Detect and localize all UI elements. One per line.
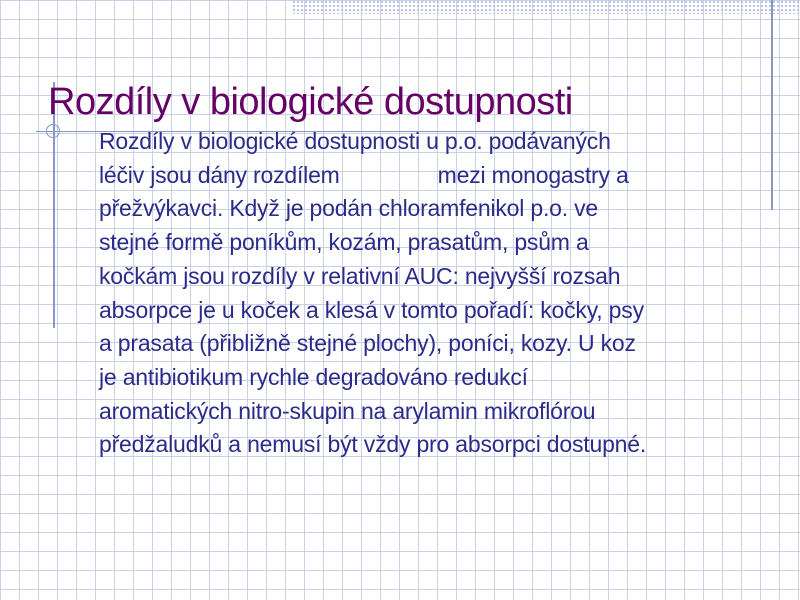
circle-bullet-icon [46,124,60,138]
decorative-right-rule [771,0,773,210]
body-line: aromatických nitro-skupin na arylamin mikroflórou [99,397,596,424]
body-line: je antibiotikum rychle degradováno redukcí [99,363,528,390]
body-line-segment: léčiv jsou dány rozdílem [99,161,340,188]
slide-title: Rozdíly v biologické dostupnosti [48,81,573,123]
decorative-dotted-band [292,0,800,14]
body-line: a prasata (přibližně stejné plochy), poníci, kozy. U koz [99,330,636,357]
body-line [99,159,729,193]
body-line: kočkám jsou rozdíly v relativní AUC: nejvyšší rozsah [99,262,621,289]
body-line-segment: mezi monogastry a [437,161,629,188]
body-line: stejné formě poníkům, kozám, prasatům, psům a [99,229,589,256]
body-line: přežvýkavci. Když je podán chloramfenikol p.o. ve [99,195,599,222]
slide-body-paragraph [99,125,729,462]
body-line: absorpce je u koček a klesá v tomto pořadí: kočky, psy [99,296,644,323]
body-line: předžaludků a nemusí být vždy pro absorpci dostupné. [99,431,647,458]
body-line: Rozdíly v biologické dostupnosti u p.o. podávaných [99,128,611,154]
